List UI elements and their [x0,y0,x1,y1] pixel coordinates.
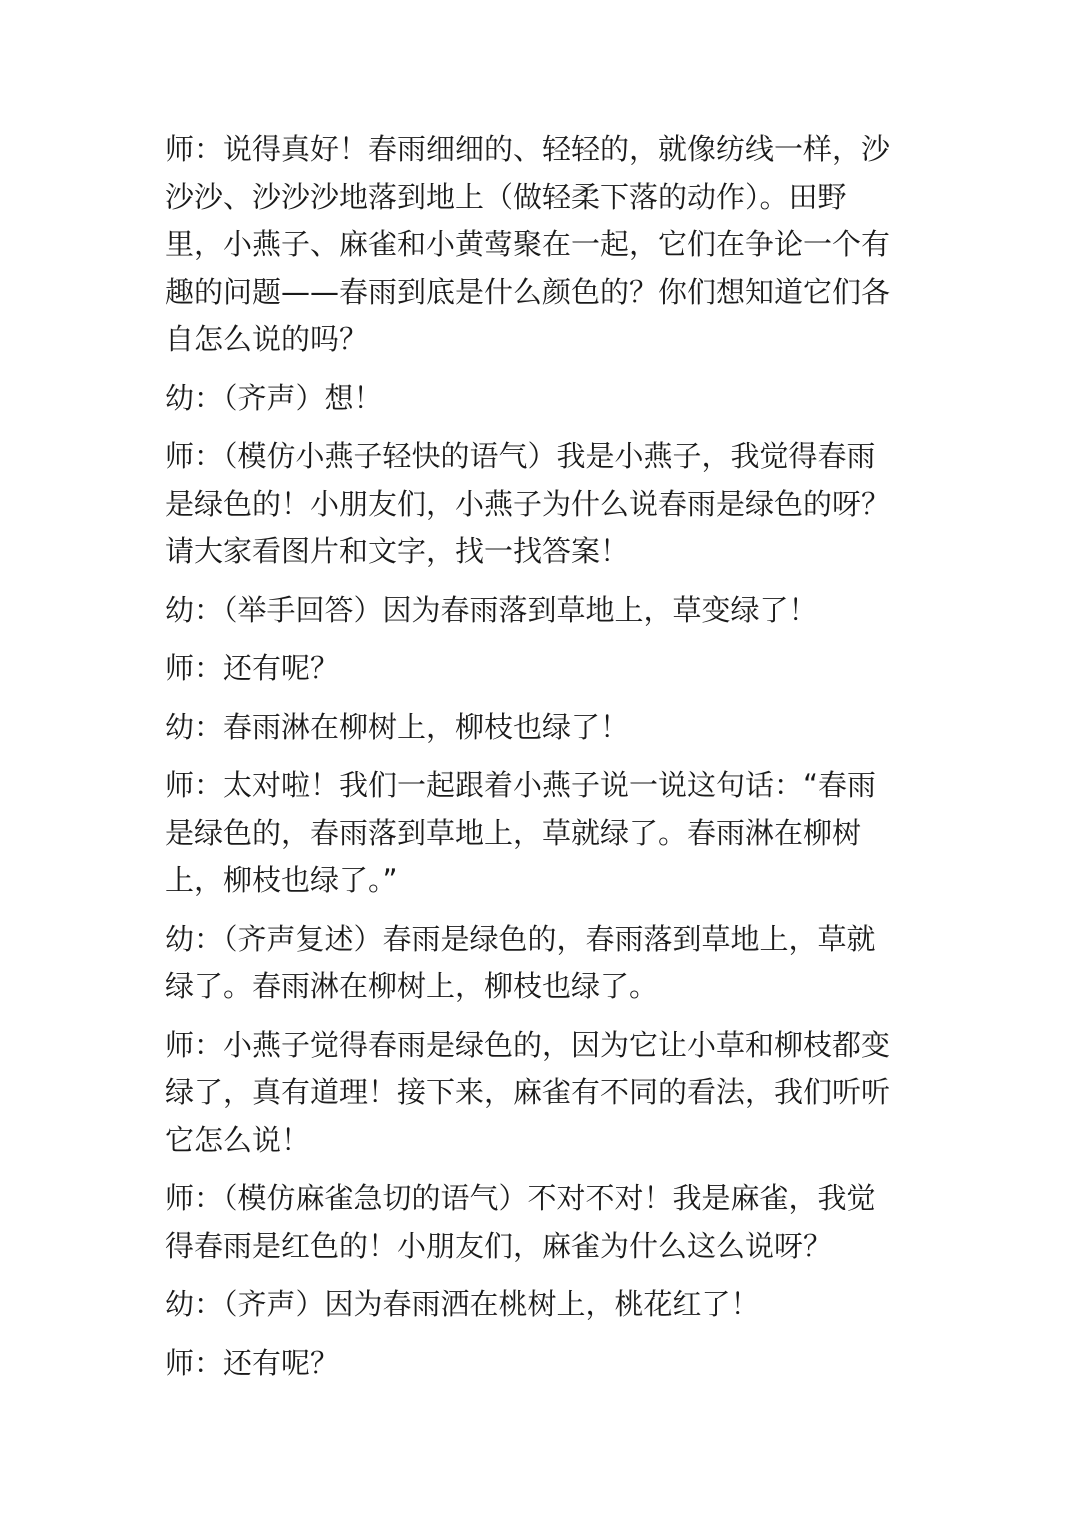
dialogue-paragraph: 幼：（举手回答）因为春雨落到草地上，草变绿了！ [165,592,818,627]
dialogue-paragraph: 师：还有呢？ [165,1345,340,1380]
dialogue-paragraph: 师：小燕子觉得春雨是绿色的，因为它让小草和柳枝都变绿了，真有道理！接下来，麻雀有不同的看法，我们听听它怎么说！ [165,1027,891,1157]
dialogue-paragraph: 幼：（齐声复述）春雨是绿色的，春雨落到草地上，草就绿了。春雨淋在柳树上，柳枝也绿了。 [165,921,876,1003]
dialogue-paragraph: 师：说得真好！春雨细细的、轻轻的，就像纺线一样，沙沙沙、沙沙沙地落到地上（做轻柔下落的动作）。田野里，小燕子、麻雀和小黄莺聚在一起，它们在争论一个有趣的问题——春雨到底是什么颜色的？你们想知道它们各自怎么说的吗？ [165,132,891,356]
dialogue-body [165,126,900,1398]
dialogue-paragraph: 幼：（齐声）想！ [165,380,383,415]
dialogue-paragraph: 幼：（齐声）因为春雨洒在桃树上，桃花红了！ [165,1287,760,1321]
dialogue-paragraph: 师：（模仿小燕子轻快的语气）我是小燕子，我觉得春雨是绿色的！小朋友们，小燕子为什么说春雨是绿色的呀？请大家看图片和文字，找一找答案！ [165,439,891,568]
dialogue-paragraph: 师：太对啦！我们一起跟着小燕子说一说这句话：“春雨是绿色的，春雨落到草地上，草就绿了。春雨淋在柳树上，柳枝也绿了。” [165,768,877,897]
dialogue-paragraph: 幼：春雨淋在柳树上，柳枝也绿了！ [165,709,630,744]
dialogue-paragraph: 师：（模仿麻雀急切的语气）不对不对！我是麻雀，我觉得春雨是红色的！小朋友们，麻雀为什么这么说呀？ [165,1181,876,1263]
dialogue-paragraph: 师：还有呢？ [165,651,340,685]
